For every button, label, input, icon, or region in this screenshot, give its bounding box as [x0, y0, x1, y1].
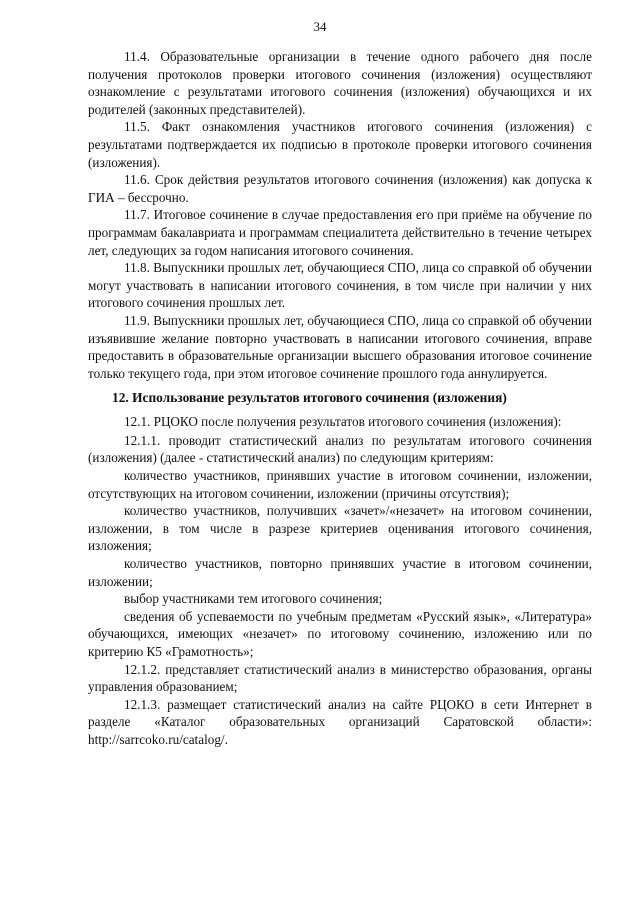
criterion-item: сведения об успеваемости по учебным предметам «Русский язык», «Литература» обучающихся, имеющих «незачет» по итоговому сочинению, изложению или по критерию К5 «Грамотность»; — [88, 608, 592, 659]
paragraph-11-7: 11.7. Итоговое сочинение в случае предоставления его при приёме на обучение по программам бакалавриата и программам специалитета действительно в течение четырех лет, следующих за годом написания итогового сочинения. — [88, 207, 592, 258]
section-heading-12: 12. Использование результатов итогового сочинения (изложения) — [112, 390, 507, 406]
document-body — [88, 48, 592, 749]
paragraph-12-1-3: 12.1.3. размещает статистический анализ на сайте РЦОКО в сети Интернет в разделе «Каталог образовательных организаций Саратовской области»: http://sarrcoko.ru/catalog/. — [88, 696, 592, 747]
paragraph-11-4: 11.4. Образовательные организации в течение одного рабочего дня после получения протоколов проверки итогового сочинения (изложения) осуществляют ознакомление с результатами итогового сочинения (изложения) обучающихся и их родителей (законных представителей). — [88, 49, 592, 117]
criterion-item: количество участников, принявших участие в итоговом сочинении, изложении, отсутствующих на итоговом сочинении, изложении (причины отсутствия); — [88, 468, 592, 501]
paragraph-12-1: 12.1. РЦОКО после получения результатов итогового сочинения (изложения): — [124, 414, 562, 430]
paragraph-11-6: 11.6. Срок действия результатов итогового сочинения (изложения) как допуска к ГИА – бессрочно. — [88, 172, 592, 205]
criterion-item: количество участников, повторно принявших участие в итоговом сочинении, изложении; — [88, 556, 592, 589]
paragraph-12-1-2: 12.1.2. представляет статистический анализ в министерство образования, органы управления образованием; — [88, 661, 592, 695]
page-number: 34 — [313, 19, 327, 34]
paragraph-11-9: 11.9. Выпускники прошлых лет, обучающиеся СПО, лица со справкой об обучении изъявившие желание повторно участвовать в написании итогового сочинения, вправе предоставить в образовательные организации высшего образования итоговое сочинение только текущего года, при этом итоговое сочинение прошлого года аннулируется. — [88, 312, 592, 381]
paragraph-11-8: 11.8. Выпускники прошлых лет, обучающиеся СПО, лица со справкой об обучении могут участвовать в написании итогового сочинения, в том числе при наличии у них итогового сочинения прошлых лет. — [88, 260, 592, 311]
paragraph-11-5: 11.5. Факт ознакомления участников итогового сочинения (изложения) с результатами подтверждается их подписью в протоколе проверки итогового сочинения (изложения). — [88, 119, 592, 170]
criterion-item: количество участников, получивших «зачет»/«незачет» на итоговом сочинении, изложении, в том числе в разрезе критериев оценивания итогового сочинения, изложения; — [88, 503, 592, 554]
criterion-item: выбор участниками тем итогового сочинения; — [124, 591, 383, 607]
paragraph-12-1-1: 12.1.1. проводит статистический анализ по результатам итогового сочинения (изложения) (далее - статистический анализ) по следующим критериям: — [88, 432, 592, 466]
